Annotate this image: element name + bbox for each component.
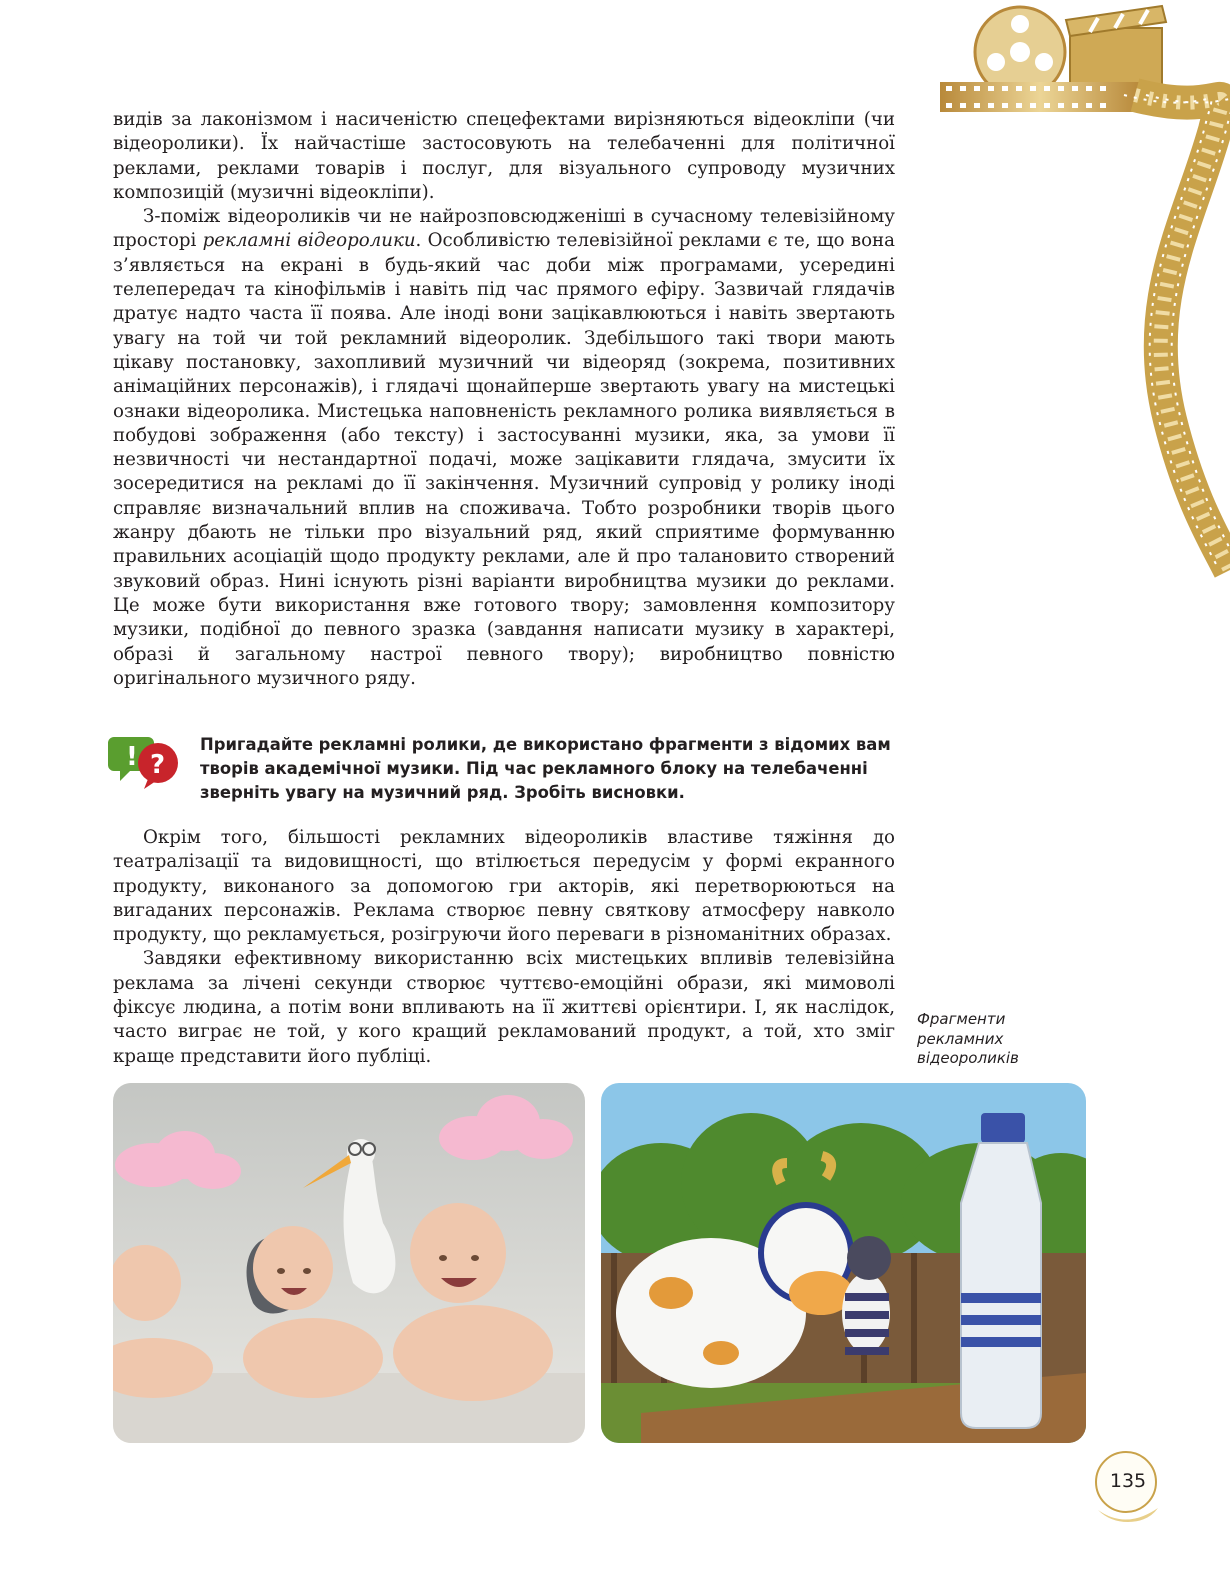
paragraph: видів за лаконізмом і насиченістю спецефектами вирізняються відеокліпи (чи відеоролики). Їх найчастіше застосовують на телебаченні для політичної реклами, реклами товарів і послуг, для візуального супроводу музичних композицій (музичні відеокліпи). (113, 109, 895, 203)
svg-text:?: ? (150, 750, 166, 780)
page-number: 135 (1109, 1470, 1147, 1492)
cartoon-cow-cat-milk-bottle-ad-frame (601, 1083, 1086, 1443)
question-text: Пригадайте рекламні ролики, де використано фрагменти з відомих вам творів академічної музики. Під час рекламного блоку на телебаченні зверніть увагу на музичний ряд. Зробіть висновки. (200, 735, 891, 802)
emphasis-term: рекламні відеоролики (202, 230, 416, 252)
babies-and-stork-ad-frame (113, 1083, 585, 1443)
main-text-top (113, 108, 895, 691)
image-caption: Фрагменти рекламних відеороликів (917, 1010, 1019, 1067)
paragraph: Окрім того, більшості рекламних відеороликів властиве тяжіння до театралізації та видовищності, що втілюється передусім у формі екранного продукту, виконаного за допомогою гри акторів, які перетворюються на вигаданих персонажів. Реклама створює певну святкову атмосферу навколо продукту, що рекламується, розігруючи його переваги в різноманітних образах. (113, 827, 895, 946)
main-text-bottom (113, 826, 895, 1069)
question-task (108, 733, 898, 813)
svg-text:!: ! (126, 742, 138, 772)
film-strip-decoration-icon (940, 0, 1230, 600)
paragraph: Завдяки ефективному використанню всіх мистецьких впливів телевізійна реклама за лічені секунди створює чуттєво-емоційні образи, які мимоволі фіксує людина, а потім вони впливають на її життєві орієнтири. І, як наслідок, часто виграє не той, у кого кращий рекламований продукт, а той, хто зміг краще представити його публіці. (113, 948, 895, 1067)
exclamation-question-bubbles-icon (108, 733, 188, 793)
page-number-badge (1088, 1450, 1168, 1530)
paragraph: З-поміж відеороликів чи не найрозповсюдженіші в сучасному телевізійному просторі рекламні відеоролики. Особливістю телевізійної реклами є те, що вона з’являється на екрані в будь-який час доби між програмами, усередині телепередач та кінофільмів і навіть під час прямого ефіру. Зазвичай глядачів дратує надто часта її поява. Але іноді вони зацікавлюються і навіть звертають увагу на той чи той рекламний відеоролик. Здебільшого такі твори мають цікаву постановку, захопливий музичний чи відеоряд (зокрема, позитивних анімаційних персонажів), і глядачі щонайперше звертають увагу на мистецькі ознаки відеоролика. Мистецька наповненість рекламного ролика виявляється в побудові зображення (або тексту) і застосуванні музики, яка, за умови її незвичності чи нестандартної подачі, може зацікавити глядача, змусити їх зосередитися на рекламі до її закінчення. Музичний супровід у ролику іноді справляє визначальний вплив на споживача. Тобто розробники творів цього жанру дбають не тільки про візуальний ряд, який сприятиме формуванню правильних асоціацій щодо продукту реклами, але й про талановито створений звуковий образ. Нині існують різні варіанти виробництва музики до реклами. Це може бути використання вже готового твору; замовлення композитору музики, подібної до певного зразка (завдання написати музику в характері, образі й загальному настрої певного твору); виробництво повністю оригінального музичного ряду. (113, 206, 896, 689)
